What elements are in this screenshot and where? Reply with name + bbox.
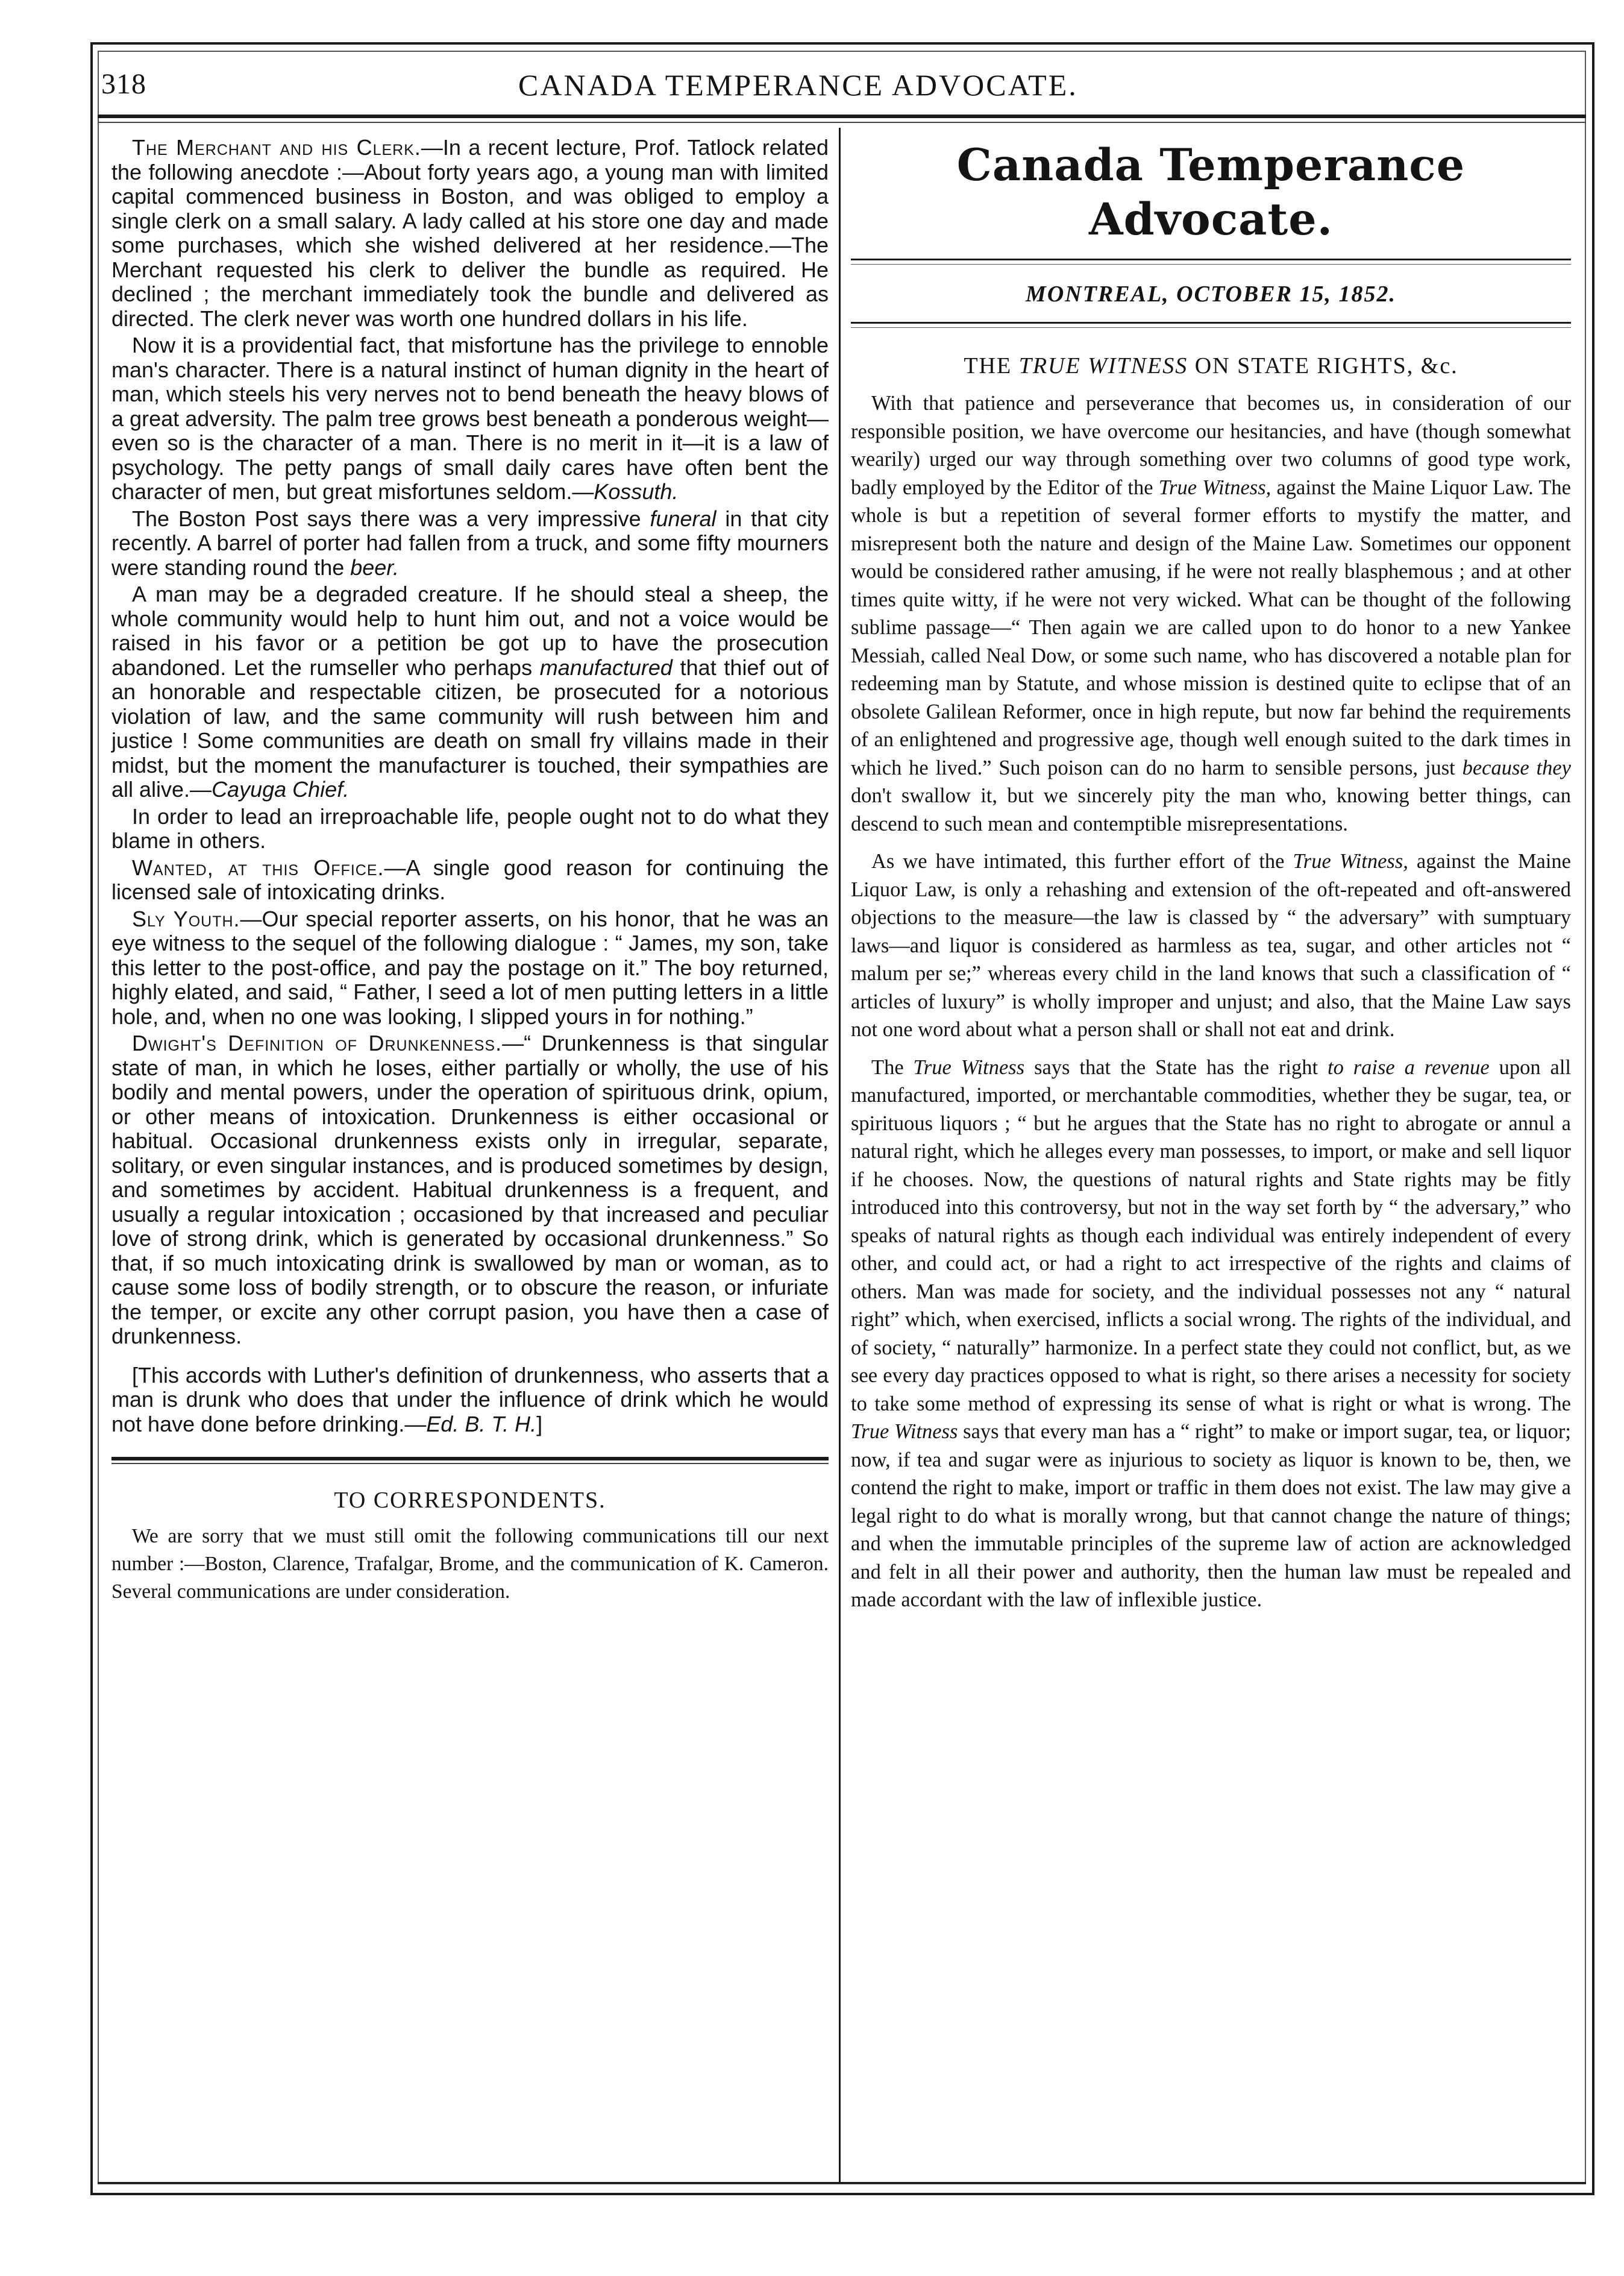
masthead-rule (851, 259, 1571, 260)
article-irreproachable-life: In order to lead an irreproachable life, people ought not to do what they blame in others. (111, 803, 829, 853)
editorial-paragraph (851, 847, 1571, 1044)
article-text: says that every man has a “ right” to make or import sugar, tea, or liquor; now, if tea and sugar were as injurious to society as liquor is known to be, then, we contend the right to make, import or traffic in them does not exist. The law may give a legal right to do what is morally wrong, but that cannot change the nature of things; and when the immutable principles of the supreme law of action are acknowledged and felt in all their power and authority, then the human law must be repealed and made accordant with the law of inflexible justice. (851, 1420, 1571, 1611)
section-rule (111, 1457, 829, 1460)
article-text: —Our special reporter asserts, on his honor, that he was an eye witness to the sequel of the following dialogue : “ James, my son, take this letter to the post-office, and pay the postage on it.” The boy returned, highly elated, and said, “ Father, I seed a lot of men putting letters in a little hole, and, when no one was looking, I slipped yours in for nothing.” (111, 906, 829, 1029)
article-text: —In a recent lecture, Prof. Tatlock related the following anecdote :—About forty years ago, a young man with limited capital commenced business in Boston, and was obliged to employ a single clerk on a small salary. A lady called at his store one day and made some purchases, which she wished delivered at her residence.—The Merchant requested his clerk to deliver the bundle as required. He declined ; the merchant immediately took the bundle and delivered as directed. The clerk never was worth one hundred dollars in his life. (111, 135, 829, 331)
masthead-rule-thin (851, 264, 1571, 265)
article-emphasis: to raise a revenue (1328, 1055, 1490, 1079)
article-sly-youth (111, 907, 829, 1030)
article-merchant-and-clerk (111, 136, 829, 331)
article-text: that thief out of an honorable and respectable citizen, be prosecuted for a notorious violation of law, and the same community will rush between him and justice ! Some communities are death on small fry villains made in their midst, but the moment the manufacturer is touched, their sympathies are all alive.— (111, 655, 829, 802)
article-title (851, 352, 1571, 380)
article-text: upon all manufactured, imported, or merchantable commodities, whether they be sugar, tea, or spirituous liquors ; “ but he argues that the State has no right to abrogate or annul a natural right, which he alleges every man possesses, to import, or make and sell liquor if he chooses. Now, the questions of natural rights and State rights may be fitly introduced into this controversy, but not in the way set forth by “ the adversary,” who speaks of natural rights as though each individual was entirely independent of every other, and could act, or had a right to act irrespective of the rights and claims of others. Man was made for society, and the individual possesses not any “ natural right” which, when exercised, inflicts a social wrong. The rights of the individual, and of society, “ naturally” harmonize. In a perfect state they could not conflict, but, as we see every day practices opposed to what is right, so there arises a necessity for society to take some method of expressing its sense of what is right or what is wrong. The (851, 1055, 1572, 1415)
article-emphasis: True Witness (913, 1055, 1025, 1079)
editorial-paragraph (851, 389, 1571, 838)
column-divider (839, 128, 841, 2183)
dateline-rule-thin (851, 327, 1571, 328)
article-head: The Merchant and his Clerk. (132, 135, 421, 160)
masthead: Canada Temperance Advocate. (956, 139, 1466, 245)
article-text: A man may be a degraded creature. If he should steal a sheep, the whole community would help to hunt him out, and not a voice would be raised in his favor or a petition be got up to have the prosecution abandoned. Let the rumseller who perhaps (111, 582, 829, 680)
article-signature: Cayuga Chief. (212, 777, 350, 802)
article-dwight-definition (111, 1031, 829, 1349)
dateline: MONTREAL, OCTOBER 15, 1852. (1026, 281, 1396, 307)
article-text: ] (536, 1411, 543, 1436)
article-emphasis: True Witness, (1293, 850, 1408, 873)
bottom-rule (98, 2182, 1586, 2184)
section-rule-thin (111, 1463, 829, 1464)
article-emphasis: True Witness (851, 1420, 958, 1443)
article-head: Sly Youth. (132, 906, 240, 931)
editor-note (111, 1363, 829, 1437)
article-title-text: TRUE WITNESS (1018, 353, 1188, 379)
article-title-text: ON STATE RIGHTS, &c. (1188, 353, 1458, 379)
article-text: The (871, 1055, 914, 1079)
editorial-paragraph (851, 1054, 1571, 1614)
article-head: Dwight's Definition of Drunkenness. (132, 1031, 503, 1055)
article-signature: Kossuth. (594, 479, 679, 504)
article-degraded-creature (111, 582, 829, 802)
article-title-text: THE (964, 353, 1019, 379)
header-rule (98, 115, 1586, 118)
article-text: Now it is a providential fact, that misfortune has the privilege to ennoble man's character. There is a natural instinct of human dignity in the heart of man, which steels his very nerves not to bend beneath the heavy blows of a great adversity. The palm tree grows best beneath a ponderous weight—even so is the character of a man. There is no merit in it—it is a law of psychology. The petty pangs of small daily cares have often bent the character of men, but great misfortunes seldom.— (111, 333, 829, 504)
article-text: against the Maine Liquor Law. The whole is but a repetition of several former efforts to mystify the matter, and misrepresent both the nature and design of the Maine Law. Sometimes our opponent would be considered rather amusing, if he were not really blasphemous ; and at other times quite witty, if he were not very wicked. What can be thought of the following sublime passage—“ Then again we are called upon to do honor to a new Yankee Messiah, called Neal Dow, or some such name, who has discovered a notable plan for redeeming man by Statute, and whose mission is destined quite to eclipse that of an obsolete Galilean Reformer, once in high repute, but now far behind the requirements of an enlightened and progressive age, though well enough suited to the dark times in which he lived.” Such poison can do no harm to sensible persons, just (851, 476, 1571, 779)
article-text: says that the State has the right (1024, 1055, 1328, 1079)
article-text: against the Maine Liquor Law, is only a rehashing and extension of the oft-repeated and oft-answered objections to the measure—the law is classed by “ the adversary” with sumptuary laws—and liquor is considered as harmless as tea, sugar, and other articles not “ malum per se;” whereas every child in the land knows that such a classification of “ articles of luxury” is wholly improper and unjust; and also, that the Maine Law says not one word about what a person shall or shall not eat and drink. (851, 850, 1571, 1041)
article-text: —A single good reason for continuing the licensed sale of intoxicating drinks. (111, 855, 829, 904)
article-text: The Boston Post says there was a very impressive (132, 506, 650, 531)
article-emphasis: True Witness, (1158, 476, 1271, 499)
article-text: in that city recently. A barrel of porter had fallen from a truck, and some fifty mourners were standing round the (111, 506, 829, 580)
article-text: —“ Drunkenness is that singular state of man, in which he loses, either partially or wholly, the use of his bodily and mental powers, under the operation of spirituous drink, opium, or other means of intoxication. Drunkenness is either occasional or habitual. Occasional drunkenness exists only in irregular, separate, solitary, or even singular instances, and is produced sometimes by design, and sometimes by accident. Habitual drunkenness is a frequent, and usually a regular intoxication ; occasioned by that increased and peculiar love of strong drink, which is generated by occasional drunkenness.” So that, if so much intoxicating drink is swallowed by man or woman, as to cause some loss of bodily strength, or to obscure the reason, or infuriate the temper, or excite any other corrupt pasion, you have then a case of drunkenness. (111, 1031, 829, 1348)
correspondents-title: TO CORRESPONDENTS. (334, 1488, 606, 1513)
article-emphasis: funeral (650, 506, 716, 531)
article-kossuth (111, 333, 829, 505)
article-signature: Ed. B. T. H. (426, 1411, 537, 1436)
left-column (111, 136, 829, 2182)
running-head: CANADA TEMPERANCE ADVOCATE. (518, 68, 1078, 102)
right-column (851, 136, 1571, 2182)
page-number: 318 (101, 68, 146, 100)
article-text: With that patience and perseverance that becomes us, in consideration of our responsible position, we have overcome our hesitancies, and have (though somewhat wearily) urged our way through something over two columns of good type work, badly employed by the Editor of the (851, 392, 1571, 499)
header-rule-thin (98, 122, 1586, 123)
article-emphasis: because they (1462, 756, 1571, 779)
correspondents-text: We are sorry that we must still omit the following communications till our next number :—Boston, Clarence, Trafalgar, Brome, and the communication of K. Cameron. Several communications are under consideration. (111, 1524, 829, 1603)
article-boston-post (111, 507, 829, 580)
article-text: [This accords with Luther's definition of drunkenness, who asserts that a man is drunk who does that under the influence of drink which he would not have done before drinking.— (111, 1362, 829, 1436)
article-emphasis: manufactured (539, 655, 672, 680)
dateline-rule (851, 322, 1571, 324)
article-text: As we have intimated, this further effort of the (871, 850, 1293, 873)
article-text: don't swallow it, but we sincerely pity the man who, knowing better things, can descend to such mean and contemptible misrepresentations. (851, 784, 1571, 835)
article-emphasis: beer. (350, 555, 399, 580)
article-wanted (111, 856, 829, 905)
article-head: Wanted, at this Office. (132, 855, 384, 880)
